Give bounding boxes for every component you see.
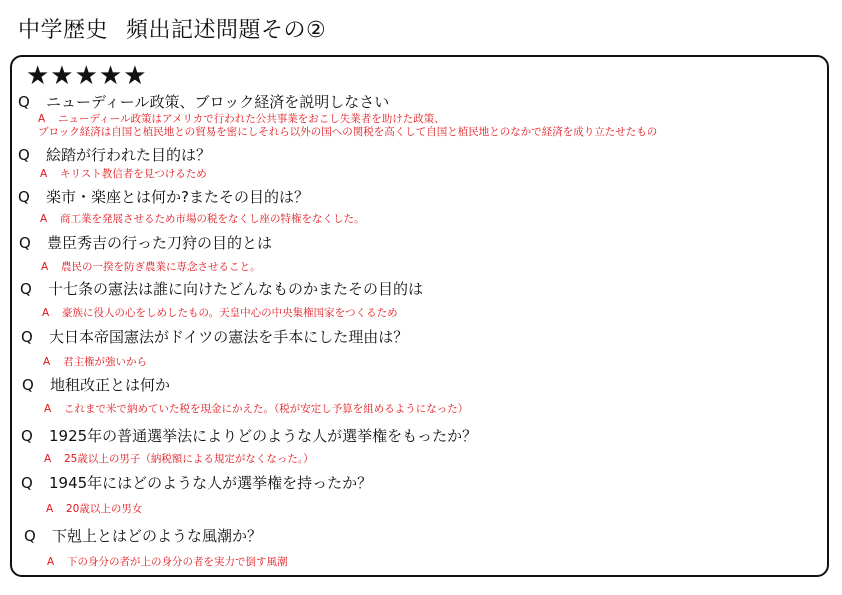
- question-mark: Q: [18, 188, 30, 206]
- answer-7: [44, 403, 468, 416]
- question-mark: Q: [24, 527, 36, 545]
- answer-8: [44, 453, 314, 466]
- question-text: 楽市・楽座とは何か?またその目的は？: [46, 188, 309, 206]
- question-9: [21, 473, 372, 493]
- question-4: [19, 233, 272, 253]
- question-text: 1925年の普通選挙法によりどのような人が選挙権をもったか？: [49, 427, 478, 445]
- answer-1-line-2: [38, 126, 657, 139]
- answer-6: [43, 356, 147, 369]
- question-2: [18, 145, 211, 165]
- question-text: 絵踏が行われた目的は？: [46, 146, 212, 164]
- answer-text: 20歳以上の男女: [66, 503, 143, 515]
- answer-mark: A: [47, 556, 55, 568]
- question-mark: Q: [18, 93, 30, 111]
- answer-text: 君主権が強いから: [63, 356, 147, 368]
- answer-mark: A: [43, 356, 51, 368]
- page-title-main: 中学歴史: [18, 18, 109, 43]
- answer-mark: A: [38, 113, 46, 125]
- difficulty-stars: ★★★★★: [26, 61, 148, 91]
- answer-text: 豪族に役人の心をしめしたもの。天皇中心の中央集権国家をつくるため: [62, 307, 398, 319]
- answer-mark: A: [41, 261, 49, 273]
- answer-5: [42, 307, 398, 320]
- answer-mark: A: [44, 453, 52, 465]
- question-7: [22, 375, 170, 395]
- answer-text: 農民の一揆を防ぎ農業に専念させること。: [61, 261, 261, 273]
- question-6: [21, 327, 408, 347]
- answer-1: [38, 113, 445, 126]
- question-mark: Q: [18, 146, 30, 164]
- page-title: [18, 16, 326, 46]
- question-10: [24, 526, 262, 546]
- question-mark: Q: [20, 280, 32, 298]
- answer-9: [46, 503, 142, 516]
- answer-text: これまで米で納めていた税を現金にかえた。（税が安定し予算を組めるようになった）: [64, 403, 469, 415]
- answer-text: ブロック経済は自国と植民地との貿易を密にしそれら以外の国への関税を高くして自国と植民地とのなかで経済を成り立たせたもの: [38, 126, 658, 138]
- answer-text: 下の身分の者が上の身分の者を実力で倒す風潮: [67, 556, 288, 568]
- answer-text: キリスト教信者を見つけるため: [60, 168, 207, 180]
- answer-4: [41, 261, 261, 274]
- question-text: 十七条の憲法は誰に向けたどんなものかまたその目的は: [48, 280, 424, 298]
- answer-mark: A: [46, 503, 54, 515]
- answer-2: [40, 168, 207, 181]
- question-text: 下剋上とはどのような風潮か？: [52, 527, 263, 545]
- answer-text: 25歳以上の男子（納税額による規定がなくなった。）: [64, 453, 314, 465]
- answer-mark: A: [42, 307, 50, 319]
- answer-mark: A: [40, 213, 48, 225]
- question-mark: Q: [22, 376, 34, 394]
- page-title-sub: 頻出記述問題その②: [126, 18, 327, 43]
- answer-text: 商工業を発展させるため市場の税をなくし座の特権をなくした。: [60, 213, 365, 225]
- answer-3: [40, 213, 365, 226]
- question-text: 豊臣秀吉の行った刀狩の目的とは: [47, 234, 273, 252]
- question-mark: Q: [21, 474, 33, 492]
- question-1: [18, 92, 389, 112]
- answer-text: ニューディール政策はアメリカで行われた公共事業をおこし失業者を助けた政策、: [58, 113, 445, 125]
- question-text: 大日本帝国憲法がドイツの憲法を手本にした理由は？: [49, 328, 409, 346]
- answer-mark: A: [40, 168, 48, 180]
- question-text: 地租改正とは何か: [50, 376, 171, 394]
- question-mark: Q: [21, 328, 33, 346]
- question-text: 1945年にはどのような人が選挙権を持ったか？: [49, 474, 373, 492]
- question-8: [21, 426, 477, 446]
- question-mark: Q: [19, 234, 31, 252]
- question-5: [20, 279, 423, 299]
- answer-10: [47, 556, 288, 569]
- question-mark: Q: [21, 427, 33, 445]
- answer-mark: A: [44, 403, 52, 415]
- question-3: [18, 187, 309, 207]
- question-text: ニューディール政策、ブロック経済を説明しなさい: [46, 93, 390, 111]
